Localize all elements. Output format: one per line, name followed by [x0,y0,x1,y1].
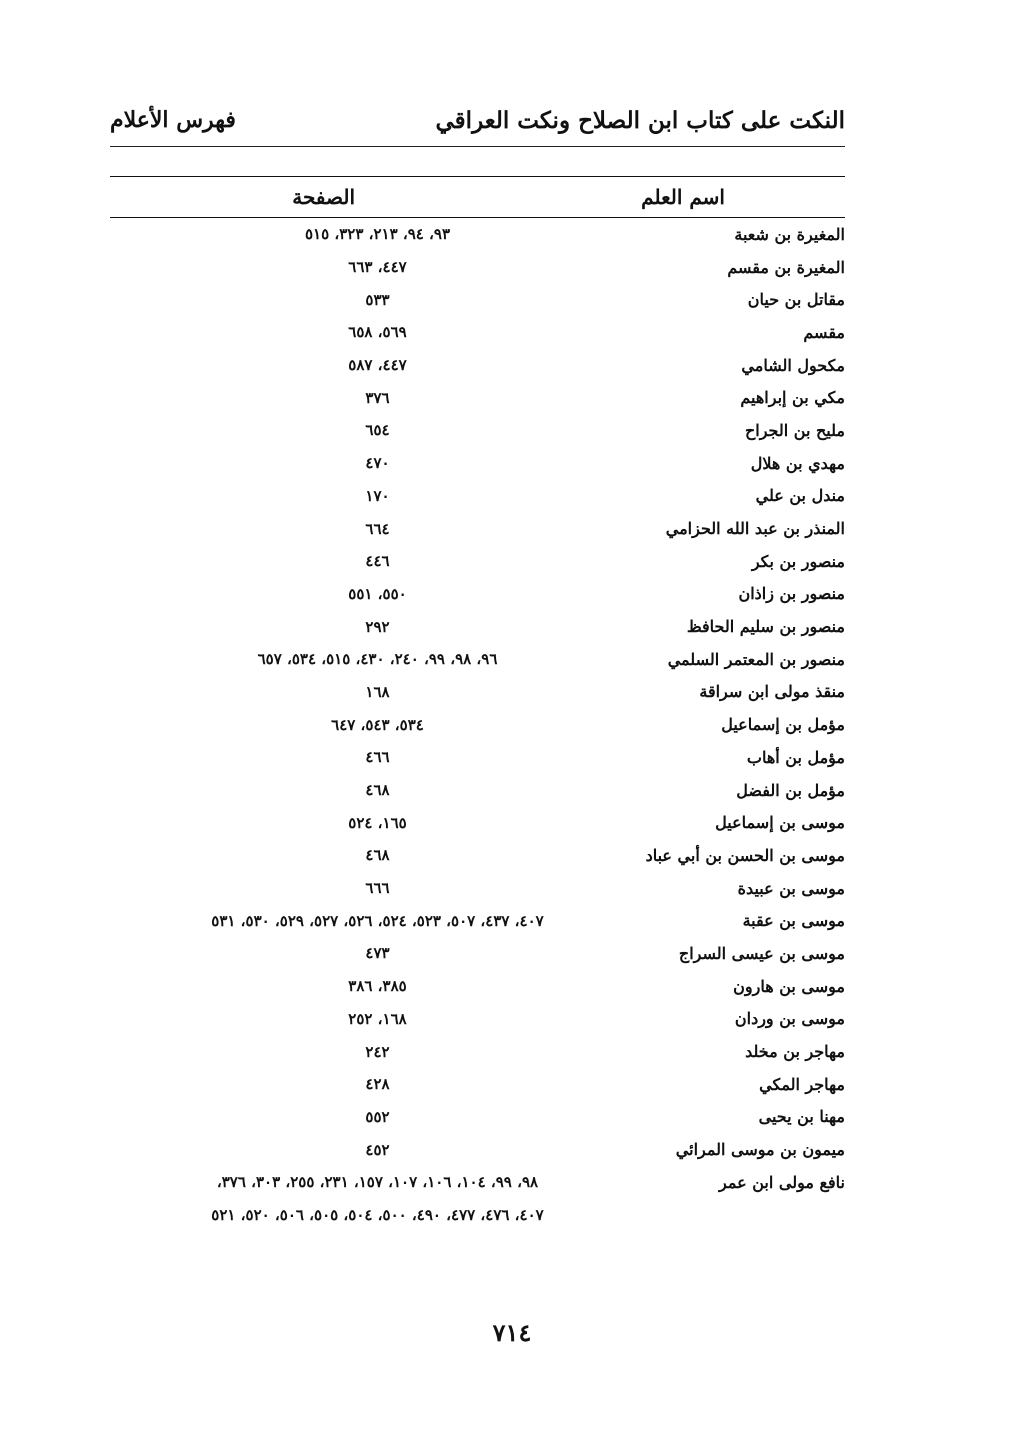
entry-pages: ٦٦٤ [365,519,390,538]
entry-pages: ٩٦، ٩٨، ٩٩، ٢٤٠، ٤٣٠، ٥١٥، ٥٣٤، ٦٥٧ [257,650,498,669]
table-row [110,741,845,774]
table-row [110,447,845,480]
entry-name: مكحول الشامي [741,355,845,375]
entry-name: المنذر بن عبد الله الحزامي [665,519,845,539]
entry-name: موسى بن عبيدة [737,878,845,898]
entry-name: منقذ مولى ابن سراقة [699,682,845,702]
table-row [110,1035,845,1068]
table-row [110,381,845,414]
entry-pages: ٢٤٢ [365,1042,390,1061]
table-row [110,970,845,1003]
table-row [110,839,845,872]
entry-name: مكي بن إبراهيم [740,388,845,408]
entry-name: مندل بن علي [755,486,845,506]
table-row [110,610,845,643]
column-header-pages: الصفحة [292,185,355,209]
entry-pages: ١٦٨ [365,682,390,701]
entry-name: مؤمل بن إسماعيل [721,715,845,735]
table-row [110,316,845,349]
table-row [110,283,845,316]
book-title: النكت على كتاب ابن الصلاح ونكت العراقي [435,106,845,134]
table-row [110,480,845,513]
entry-name: منصور بن بكر [751,551,845,571]
entry-pages: ٥٥٢ [365,1107,390,1126]
entry-name: منصور بن سليم الحافظ [686,617,845,637]
entry-name: موسى بن وردان [734,1009,845,1029]
entry-name: مؤمل بن الفضل [736,780,845,800]
entry-name: المغيرة بن مقسم [727,257,845,277]
header-divider [110,146,845,147]
table-row [110,774,845,807]
table-row [110,1166,845,1199]
entry-name: موسى بن هارون [733,976,845,996]
table-row [110,806,845,839]
entry-pages: ٩٣، ٩٤، ٢١٣، ٣٢٣، ٥١٥ [304,225,451,244]
section-title: فهرس الأعلام [110,107,236,133]
entry-pages: ٤٤٧، ٥٨٧ [348,356,407,375]
entry-name: موسى بن عيسى السراج [678,943,845,963]
entry-pages: ٤٤٧، ٦٦٣ [348,258,407,277]
entry-pages: ٤٧٣ [365,944,390,963]
entry-pages: ٣٧٦ [365,388,390,407]
entry-pages: ٤٠٧، ٤٣٧، ٥٠٧، ٥٢٣، ٥٢٤، ٥٢٦، ٥٢٧، ٥٢٩، ٥٣٠، ٥٣١ [211,911,544,930]
entry-pages: ٤٦٨ [365,781,390,800]
table-row [110,545,845,578]
entry-pages: ٩٨، ٩٩، ١٠٤، ١٠٦، ١٠٧، ١٥٧، ٢٣١، ٢٥٥، ٣٠٣، ٣٧٦، [216,1173,539,1192]
entry-name: مهاجر المكي [759,1074,845,1094]
table-row [110,349,845,382]
entry-name: مقسم [803,322,845,342]
entry-name: مهدي بن هلال [750,453,845,473]
entry-name: منصور بن المعتمر السلمي [667,649,845,669]
entry-name: مقاتل بن حيان [747,290,845,310]
entry-pages: ٥٦٩، ٦٥٨ [348,323,407,342]
table-row [110,218,845,251]
entry-pages: ٤٠٧، ٤٧٦، ٤٧٧، ٤٩٠، ٥٠٠، ٥٠٤، ٥٠٥، ٥٠٦، ٥٢٠، ٥٢١ [211,1205,544,1224]
entry-pages: ٦٥٤ [365,421,390,440]
table-header [110,177,845,218]
entry-name: مليح بن الجراح [744,420,845,440]
entry-name: منصور بن زاذان [738,584,845,604]
entry-pages: ١٧٠ [365,486,390,505]
table-row [110,251,845,284]
entry-pages: ٤٤٦ [365,552,390,571]
running-head [110,100,845,140]
entry-pages: ١٦٥، ٥٢٤ [348,813,407,832]
table-row [110,578,845,611]
entry-name: مهاجر بن مخلد [745,1042,845,1062]
table-row [110,676,845,709]
table-row [110,1133,845,1166]
entry-name: موسى بن إسماعيل [715,813,845,833]
table-row [110,1199,845,1232]
page-number: ٧١٤ [492,1318,532,1347]
entry-pages: ٢٩٢ [365,617,390,636]
table-row [110,1101,845,1134]
entry-name: موسى بن عقبة [742,911,845,931]
entry-pages: ٤٦٦ [365,748,390,767]
entry-name: مهنا بن يحيى [758,1107,845,1127]
entry-pages: ٤٢٨ [365,1075,390,1094]
table-row [110,872,845,905]
table-row [110,1068,845,1101]
entry-pages: ٤٥٢ [365,1140,390,1159]
table-row [110,643,845,676]
entry-pages: ٦٦٦ [365,879,390,898]
names-index-table [110,176,845,1231]
table-row [110,1003,845,1036]
entry-pages: ١٦٨، ٢٥٢ [348,1009,407,1028]
table-row [110,904,845,937]
table-rows [110,218,845,1231]
table-row [110,708,845,741]
table-row [110,512,845,545]
table-row [110,937,845,970]
table-row [110,414,845,447]
column-header-name: اسم العلم [641,185,725,209]
entry-name: ميمون بن موسى المرائي [675,1140,845,1160]
entry-name: موسى بن الحسن بن أبي عباد [645,845,845,865]
entry-name: المغيرة بن شعبة [734,224,845,244]
entry-pages: ٥٣٣ [365,290,390,309]
entry-pages: ٣٨٥، ٣٨٦ [348,977,407,996]
entry-pages: ٥٥٠، ٥٥١ [348,584,407,603]
entry-name: نافع مولى ابن عمر [719,1172,845,1192]
entry-pages: ٤٧٠ [365,454,390,473]
entry-pages: ٤٦٨ [365,846,390,865]
entry-pages: ٥٣٤، ٥٤٣، ٦٤٧ [331,715,424,734]
entry-name: مؤمل بن أهاب [746,747,845,767]
